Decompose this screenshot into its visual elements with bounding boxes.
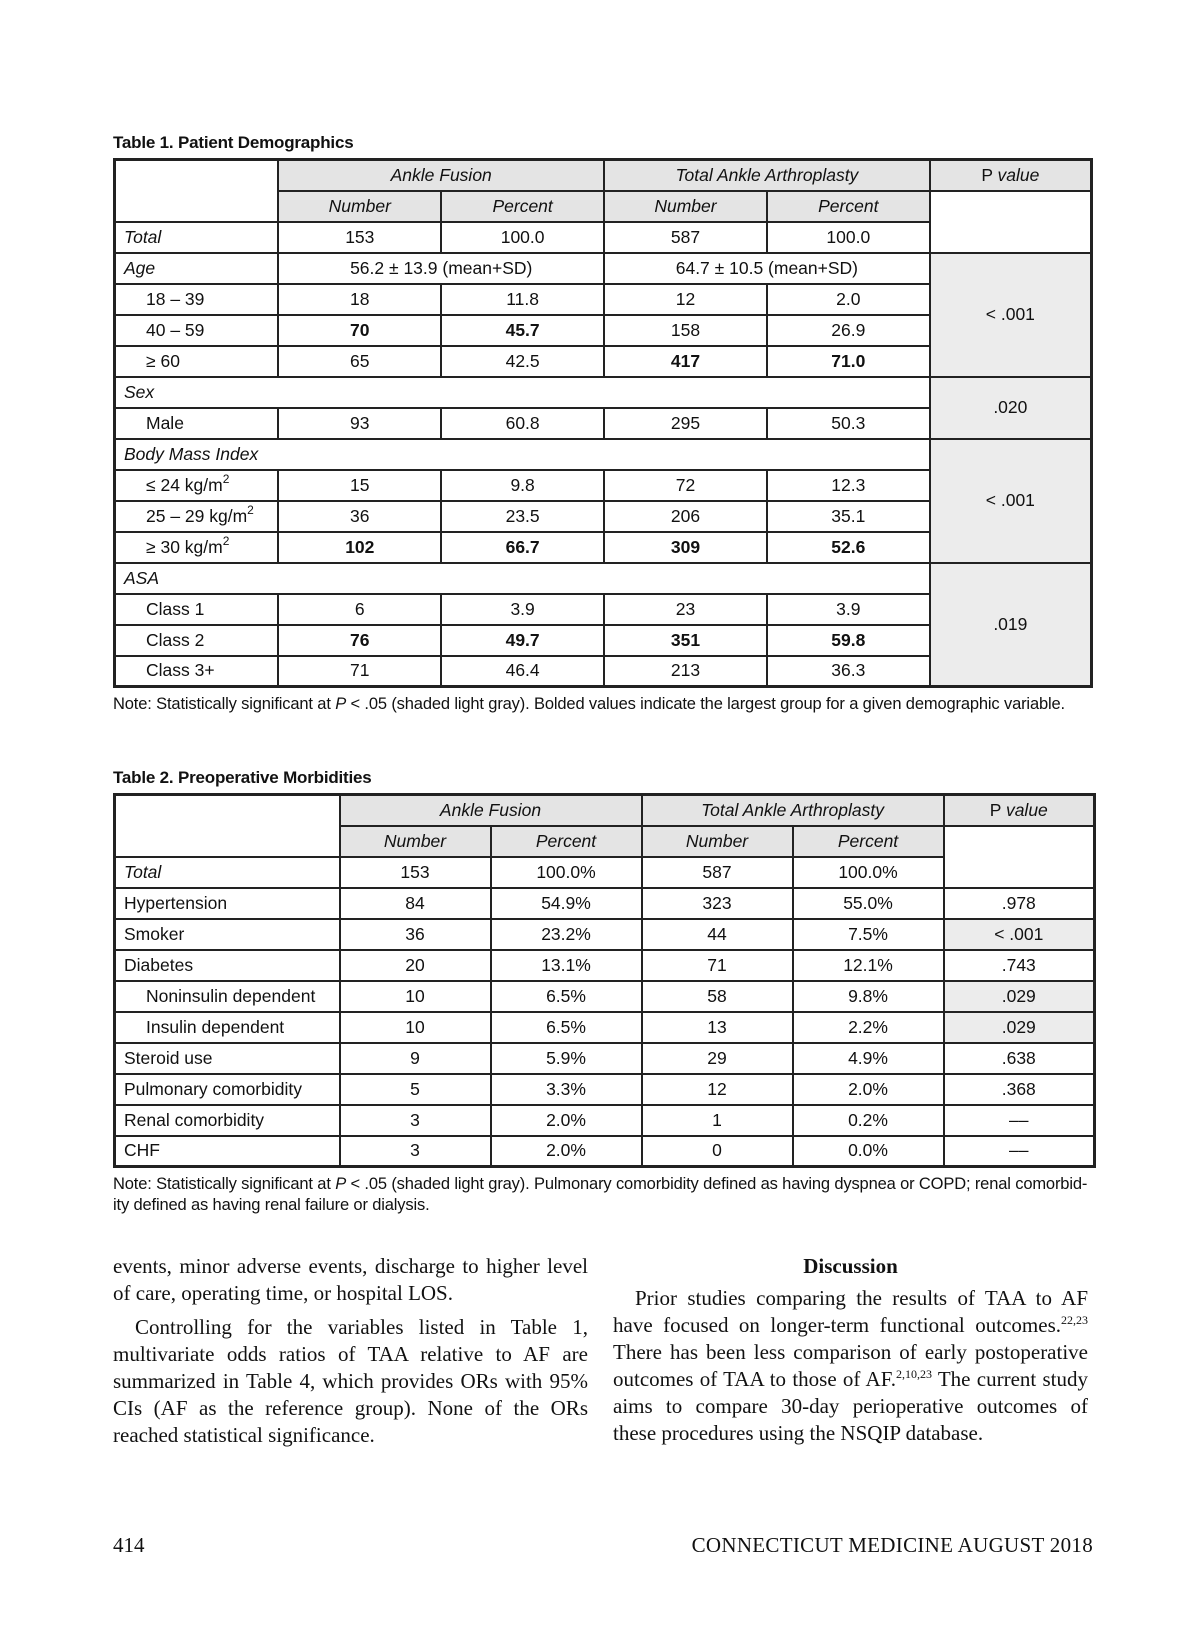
cell: 153: [340, 857, 491, 888]
cell: 3.9: [767, 594, 930, 625]
body-paragraph: Controlling for the variables listed in Table 1, multivariate odds ratios of TAA relative to AF are summarized in Table 4, which provides ORs with 95% CIs (AF as the reference group). None of the ORs reached statistical significance.: [113, 1315, 588, 1447]
cell: 351: [604, 625, 767, 656]
row-label: Diabetes: [115, 950, 340, 981]
cell: 100.0: [441, 222, 604, 253]
cell: 6.5%: [491, 1012, 642, 1043]
p-value-cell: < .001: [930, 253, 1092, 377]
cell: 9: [340, 1043, 491, 1074]
cell: 71.0: [767, 346, 930, 377]
row-label: Pulmonary comorbidity: [115, 1074, 340, 1105]
table-row: [115, 1012, 1095, 1043]
p-value-cell: .368: [944, 1074, 1095, 1105]
table-row: [115, 1043, 1095, 1074]
row-label: Steroid use: [115, 1043, 340, 1074]
cell: 7.5%: [793, 919, 944, 950]
table1-subheader: Number: [278, 191, 441, 222]
row-label: Renal comorbidity: [115, 1105, 340, 1136]
table2-corner: [115, 795, 340, 857]
cell: 23.2%: [491, 919, 642, 950]
cell: 12: [642, 1074, 793, 1105]
p-value-cell: .978: [944, 888, 1095, 919]
table2-subheader: Percent: [491, 826, 642, 857]
cell: 36: [278, 501, 441, 532]
cell: 66.7: [441, 532, 604, 563]
table1: [113, 158, 1093, 688]
cell: 6: [278, 594, 441, 625]
citation: 2,10,23: [895, 1367, 932, 1381]
cell: 309: [604, 532, 767, 563]
table2-p-header: P value: [944, 795, 1095, 826]
cell: 1: [642, 1105, 793, 1136]
table-row: [115, 563, 1092, 594]
row-label: Total: [115, 222, 279, 253]
table1-corner: [115, 160, 279, 222]
cell: 60.8: [441, 408, 604, 439]
cell: 49.7: [441, 625, 604, 656]
p-value-cell: ––: [944, 1136, 1095, 1167]
cell: 64.7 ± 10.5 (mean+SD): [604, 253, 930, 284]
cell: 71: [278, 656, 441, 687]
table-row: [115, 1105, 1095, 1136]
table-row: [115, 1074, 1095, 1105]
p-value-cell: .029: [944, 1012, 1095, 1043]
table2-caption: Table 2. Preoperative Morbidities: [113, 768, 372, 787]
cell: 3.3%: [491, 1074, 642, 1105]
table-row: [115, 253, 1092, 284]
cell: 20: [340, 950, 491, 981]
cell: 4.9%: [793, 1043, 944, 1074]
table1-p-empty: [930, 191, 1092, 253]
citation: 22,23: [1061, 1313, 1088, 1327]
cell: 59.8: [767, 625, 930, 656]
row-label: ≤ 24 $kg/m^2$: [115, 470, 279, 501]
cell: 11.8: [441, 284, 604, 315]
cell: 10: [340, 1012, 491, 1043]
row-label: Smoker: [115, 919, 340, 950]
row-label: Class 3+: [115, 656, 279, 687]
cell: 2.0%: [491, 1105, 642, 1136]
cell: 100.0%: [793, 857, 944, 888]
table1-p-header: P value: [930, 160, 1092, 191]
p-value-cell: .029: [944, 981, 1095, 1012]
section-label: Body Mass Index: [115, 439, 930, 470]
row-label: Class 2: [115, 625, 279, 656]
row-label: Noninsulin dependent: [115, 981, 340, 1012]
cell: 2.0: [767, 284, 930, 315]
p-value-cell: .020: [930, 377, 1092, 439]
cell: 2.0%: [491, 1136, 642, 1167]
p-value-cell: .638: [944, 1043, 1095, 1074]
cell: 93: [278, 408, 441, 439]
row-label: Hypertension: [115, 888, 340, 919]
cell: 42.5: [441, 346, 604, 377]
cell: 23.5: [441, 501, 604, 532]
cell: 158: [604, 315, 767, 346]
cell: 72: [604, 470, 767, 501]
section-label: Age: [115, 253, 279, 284]
cell: 50.3: [767, 408, 930, 439]
table1-group-header-row: [115, 160, 1092, 191]
table-row: [115, 919, 1095, 950]
table-row: [115, 439, 1092, 470]
table2-p-empty: [944, 826, 1095, 888]
cell: 55.0%: [793, 888, 944, 919]
cell: 18: [278, 284, 441, 315]
cell: 100.0%: [491, 857, 642, 888]
cell: 153: [278, 222, 441, 253]
cell: 295: [604, 408, 767, 439]
cell: 45.7: [441, 315, 604, 346]
cell: 12.3: [767, 470, 930, 501]
cell: 15: [278, 470, 441, 501]
cell: 46.4: [441, 656, 604, 687]
journal-issue: CONNECTICUT MEDICINE AUGUST 2018: [691, 1533, 1093, 1557]
cell: 23: [604, 594, 767, 625]
cell: 5: [340, 1074, 491, 1105]
cell: 84: [340, 888, 491, 919]
cell: 58: [642, 981, 793, 1012]
cell: 3: [340, 1105, 491, 1136]
section-label: ASA: [115, 563, 930, 594]
body-column-right: [613, 1253, 1088, 1454]
cell: 13: [642, 1012, 793, 1043]
table1-group-taa: Total Ankle Arthroplasty: [604, 160, 930, 191]
cell: 70: [278, 315, 441, 346]
table2-group-taa: Total Ankle Arthroplasty: [642, 795, 944, 826]
body-paragraph: events, minor adverse events, discharge to higher level of care, operating time, or hospital LOS.: [113, 1254, 588, 1305]
cell: 65: [278, 346, 441, 377]
cell: 0: [642, 1136, 793, 1167]
cell: 206: [604, 501, 767, 532]
table2-group-header-row: [115, 795, 1095, 826]
table1-subheader: Percent: [767, 191, 930, 222]
p-value-cell: ––: [944, 1105, 1095, 1136]
cell: 587: [642, 857, 793, 888]
cell: 213: [604, 656, 767, 687]
cell: 2.0%: [793, 1074, 944, 1105]
table1-block: [113, 133, 1093, 715]
cell: 29: [642, 1043, 793, 1074]
cell: 6.5%: [491, 981, 642, 1012]
body-column-left: [113, 1253, 588, 1456]
cell: 54.9%: [491, 888, 642, 919]
row-label: ≥ 60: [115, 346, 279, 377]
cell: 0.2%: [793, 1105, 944, 1136]
cell: 100.0: [767, 222, 930, 253]
table1-subheader: Percent: [441, 191, 604, 222]
table2-subheader: Number: [340, 826, 491, 857]
cell: 56.2 ± 13.9 (mean+SD): [278, 253, 604, 284]
row-label: 18 – 39: [115, 284, 279, 315]
cell: 76: [278, 625, 441, 656]
cell: 35.1: [767, 501, 930, 532]
p-value-cell: .019: [930, 563, 1092, 687]
discussion-heading: Discussion: [803, 1254, 898, 1278]
p-value-cell: < .001: [944, 919, 1095, 950]
row-label: Insulin dependent: [115, 1012, 340, 1043]
table2-group-af: Ankle Fusion: [340, 795, 642, 826]
row-label: CHF: [115, 1136, 340, 1167]
row-label: 25 – 29 $kg/m^2$: [115, 501, 279, 532]
cell: 3.9: [441, 594, 604, 625]
row-label: Total: [115, 857, 340, 888]
cell: 44: [642, 919, 793, 950]
cell: 2.2%: [793, 1012, 944, 1043]
cell: 13.1%: [491, 950, 642, 981]
table2-subheader: Number: [642, 826, 793, 857]
table2-subheader: Percent: [793, 826, 944, 857]
cell: 10: [340, 981, 491, 1012]
table-row: [115, 1136, 1095, 1167]
page-number: 414: [113, 1533, 145, 1557]
row-label: Male: [115, 408, 279, 439]
cell: 12.1%: [793, 950, 944, 981]
row-label: 40 – 59: [115, 315, 279, 346]
cell: 323: [642, 888, 793, 919]
table-row: [115, 950, 1095, 981]
cell: 417: [604, 346, 767, 377]
cell: 36.3: [767, 656, 930, 687]
cell: 36: [340, 919, 491, 950]
p-value-cell: < .001: [930, 439, 1092, 563]
cell: 26.9: [767, 315, 930, 346]
cell: 71: [642, 950, 793, 981]
cell: 5.9%: [491, 1043, 642, 1074]
row-label: Class 1: [115, 594, 279, 625]
p-value-cell: .743: [944, 950, 1095, 981]
table1-caption: Table 1. Patient Demographics: [113, 133, 354, 152]
table-row: [115, 888, 1095, 919]
table1-subheader: Number: [604, 191, 767, 222]
table1-group-af: Ankle Fusion: [278, 160, 604, 191]
cell: 3: [340, 1136, 491, 1167]
table2-note: Note: Statistically significant at P < .05 (shaded light gray). Pulmonary comorbidity defined as having dyspnea or COPD; renal comorbid- ity defined as having renal failure or dialysis.: [113, 1175, 1088, 1214]
table2-block: [113, 768, 1093, 1216]
table1-note: Note: Statistically significant at P < .05 (shaded light gray). Bolded values indicate the largest group for a given demographic variable.: [113, 695, 1065, 713]
cell: 9.8: [441, 470, 604, 501]
cell: 102: [278, 532, 441, 563]
cell: 587: [604, 222, 767, 253]
cell: 0.0%: [793, 1136, 944, 1167]
row-label: ≥ 30 $kg/m^2$: [115, 532, 279, 563]
body-paragraph: Prior studies comparing the results of TAA to AF have focused on longer-term functional outcomes.$^{22,23}$ There has been less comparison of early postoperative outcomes of TAA to those of AF.$^{2,10,23}$ The current study aims to compare 30-day perioperative outcomes of these procedures using the NSQIP database.: [613, 1286, 1088, 1445]
cell: 9.8%: [793, 981, 944, 1012]
cell: 12: [604, 284, 767, 315]
section-label: Sex: [115, 377, 930, 408]
table-row: [115, 981, 1095, 1012]
table2: [113, 793, 1096, 1168]
cell: 52.6: [767, 532, 930, 563]
table-row: [115, 377, 1092, 408]
